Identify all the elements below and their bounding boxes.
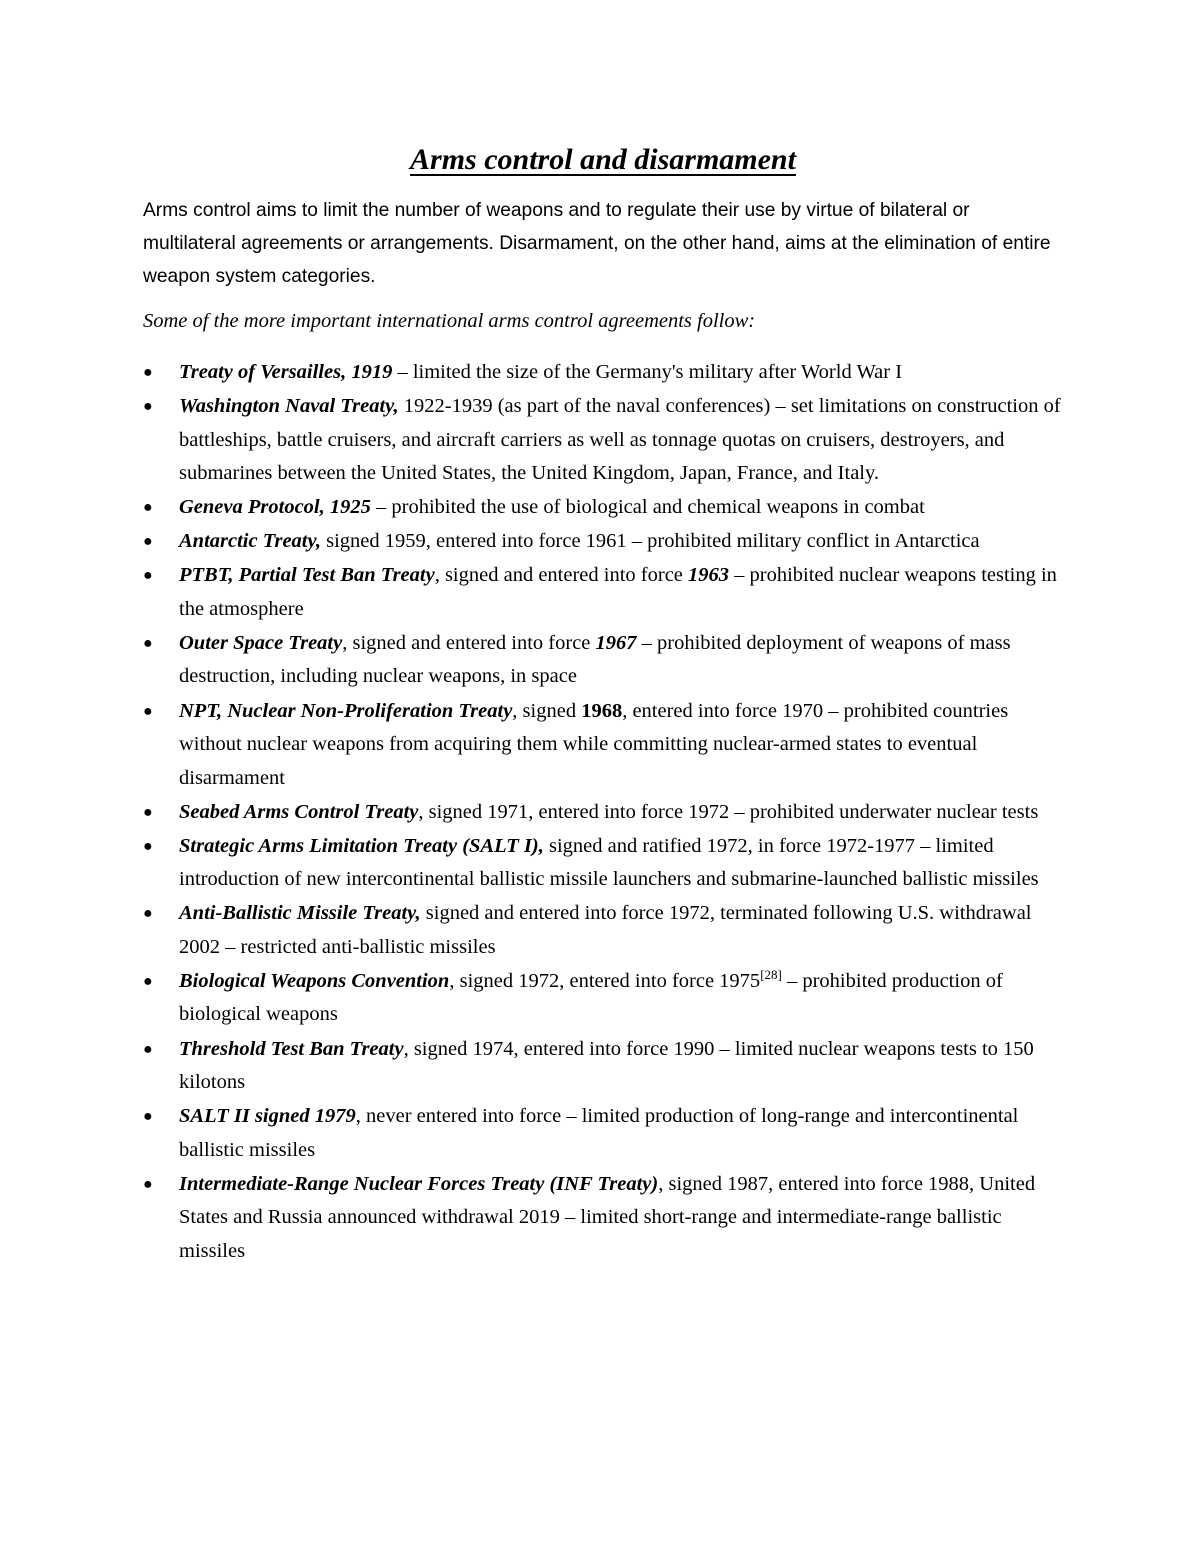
treaty-detail: , signed — [512, 699, 582, 722]
treaty-description: , never entered into force – limited production of long-range and intercontinental ballistic missiles — [179, 1105, 1019, 1161]
list-item — [143, 965, 1063, 1032]
bullet-icon: ● — [143, 1175, 153, 1193]
list-item — [143, 627, 1063, 694]
treaty-name: Geneva Protocol, 1925 — [179, 496, 371, 519]
list-item — [143, 1033, 1063, 1100]
treaty-detail: , signed and entered into force — [434, 564, 689, 587]
lead-paragraph: Some of the more important international arms control agreements follow: — [143, 310, 756, 332]
list-item — [143, 830, 1063, 897]
list-item — [143, 559, 1063, 626]
treaty-description: , signed 1974, entered into force 1990 – limited nuclear weapons tests to 150 kilotons — [179, 1037, 1034, 1094]
treaty-name: Outer Space Treaty — [179, 631, 343, 654]
treaty-name: Washington Naval Treaty, — [179, 395, 399, 418]
treaty-description: – prohibited deployment of weapons of mass destruction, including nuclear weapons, in space — [179, 631, 1011, 688]
bullet-icon: ● — [143, 533, 153, 551]
treaty-detail: , signed 1972, entered into force 1975 — [449, 969, 761, 992]
treaty-name: Antarctic Treaty, — [179, 530, 321, 553]
treaty-name: Threshold Test Ban Treaty — [179, 1037, 404, 1060]
list-item — [143, 1100, 1063, 1167]
treaty-description: , signed 1971, entered into force 1972 – prohibited underwater nuclear tests — [418, 800, 1039, 823]
list-item — [143, 491, 1063, 525]
bullet-icon: ● — [143, 1040, 153, 1058]
bullet-icon: ● — [143, 499, 153, 517]
treaty-description: 1922-1939 (as part of the naval conferences) – set limitations on construction of battleships, battle cruisers, and aircraft carriers as well as tonnage quotas on cruisers, destroyers, and submarines between the United States, the United Kingdom, Japan, France, and Italy. — [179, 395, 1061, 485]
list-item — [143, 525, 1063, 559]
list-item — [143, 356, 1063, 390]
treaty-description: , signed 1987, entered into force 1988, United States and Russia announced withdrawal 2019 – limited short-range and intermediate-range ballistic missiles — [179, 1172, 1036, 1262]
treaty-description: signed and entered into force 1972, terminated following U.S. withdrawal 2002 – restricted anti-ballistic missiles — [179, 902, 1032, 958]
treaty-name: Anti-Ballistic Missile Treaty, — [179, 902, 421, 925]
bullet-icon: ● — [143, 634, 153, 652]
list-item — [143, 897, 1063, 964]
bullet-icon: ● — [143, 803, 153, 821]
list-item — [143, 796, 1063, 830]
treaty-name: SALT II signed 1979 — [179, 1105, 356, 1128]
treaty-name: Biological Weapons Convention — [179, 969, 450, 992]
treaty-year: 1963 — [688, 564, 730, 587]
bullet-icon: ● — [143, 1108, 153, 1126]
list-item — [143, 695, 1063, 796]
bullet-icon: ● — [143, 837, 153, 855]
treaty-name: Treaty of Versailles, 1919 — [179, 361, 393, 383]
bullet-icon: ● — [143, 702, 153, 720]
list-item — [143, 1168, 1063, 1269]
treaty-list — [143, 356, 1063, 1268]
intro-paragraph: Arms control aims to limit the number of weapons and to regulate their use by virtue of bilateral or multilateral agreements or arrangements. Disarmament, on the other hand, aims at the elimination of entire weapon system categories. — [143, 200, 1051, 287]
list-item — [143, 390, 1063, 491]
treaty-description: signed and ratified 1972, in force 1972-1977 – limited introduction of new intercontinental ballistic missile launchers and submarine-launched ballistic missiles — [179, 834, 1039, 891]
citation-reference[interactable]: [28] — [760, 966, 782, 982]
treaty-name: Intermediate-Range Nuclear Forces Treaty (INF Treaty) — [179, 1172, 659, 1195]
bullet-icon: ● — [143, 905, 153, 923]
treaty-year: 1968 — [581, 699, 623, 722]
treaty-name: NPT, Nuclear Non-Proliferation Treaty — [179, 699, 513, 722]
treaty-description: , entered into force 1970 – prohibited countries without nuclear weapons from acquiring them while committing nuclear-armed states to eventual disarmament — [179, 699, 1009, 789]
bullet-icon: ● — [143, 364, 153, 381]
document-page — [143, 140, 1063, 1269]
treaty-name: Seabed Arms Control Treaty — [179, 800, 419, 823]
treaty-description: – prohibited nuclear weapons testing in the atmosphere — [179, 564, 1057, 620]
page-title: Arms control and disarmament — [410, 143, 796, 176]
treaty-description: – prohibited the use of biological and chemical weapons in combat — [370, 496, 925, 519]
treaty-year: 1967 — [595, 631, 637, 654]
bullet-icon: ● — [143, 398, 153, 416]
treaty-name: Strategic Arms Limitation Treaty (SALT I), — [179, 834, 544, 857]
bullet-icon: ● — [143, 567, 153, 585]
treaty-description: – limited the size of the Germany's military after World War I — [392, 361, 903, 383]
treaty-detail: , signed and entered into force — [342, 631, 596, 654]
bullet-icon: ● — [143, 972, 153, 990]
treaty-name: PTBT, Partial Test Ban Treaty — [179, 564, 435, 587]
treaty-description: – prohibited production of biological weapons — [179, 969, 1003, 1026]
treaty-description: signed 1959, entered into force 1961 – prohibited military conflict in Antarctica — [320, 530, 980, 553]
